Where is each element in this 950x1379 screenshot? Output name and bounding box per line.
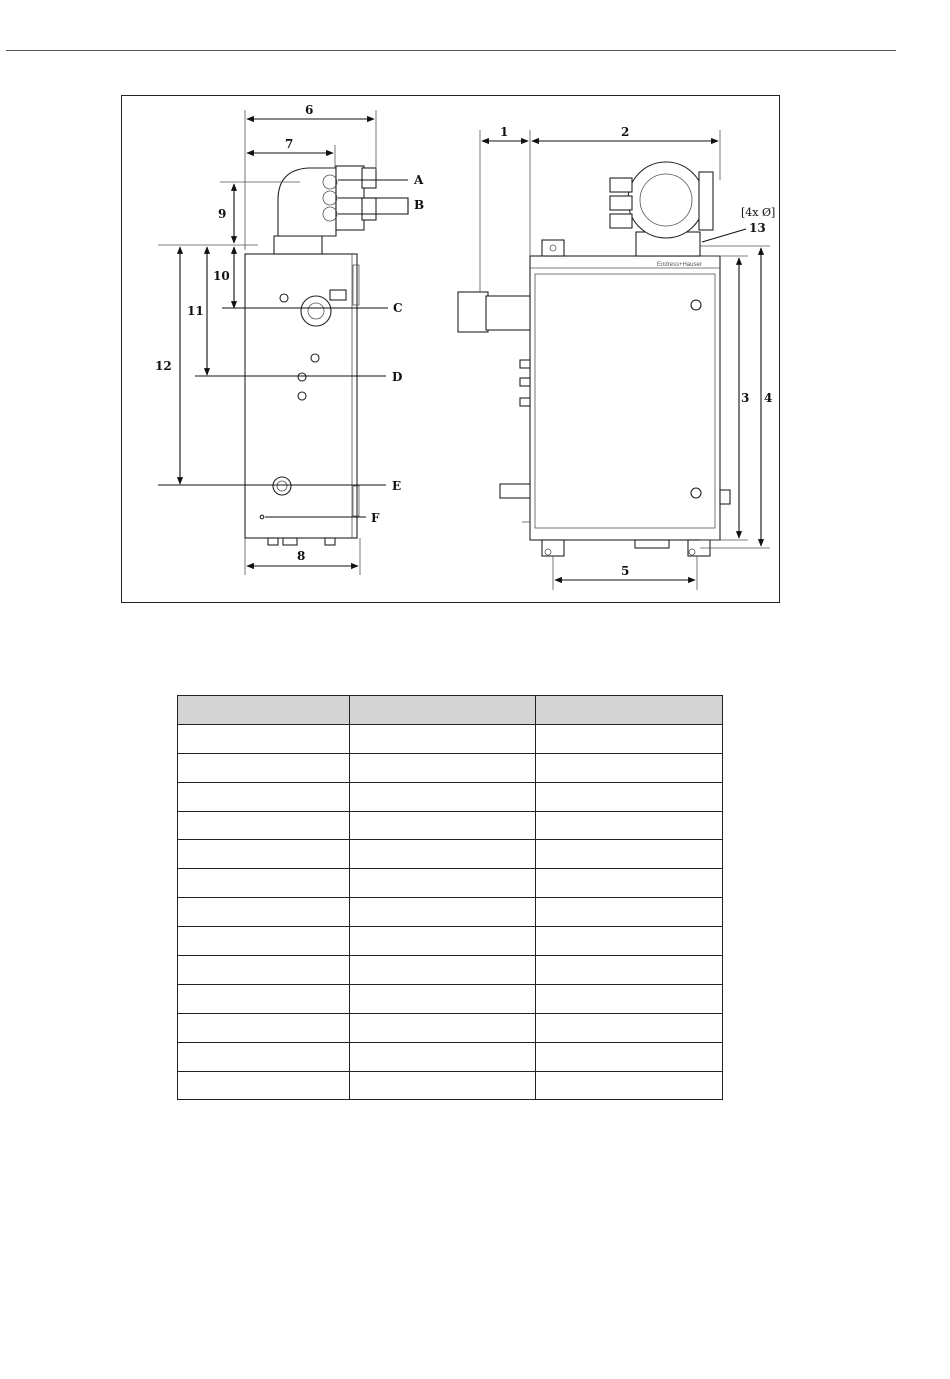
table-cell <box>350 753 536 782</box>
table-cell <box>350 1013 536 1042</box>
table-cell <box>350 956 536 985</box>
table-cell <box>178 984 350 1013</box>
table-cell <box>178 840 350 869</box>
table-cell <box>350 927 536 956</box>
table-header-cell <box>350 696 536 725</box>
table-header-cell <box>178 696 350 725</box>
table-cell <box>178 782 350 811</box>
table-cell <box>536 1013 723 1042</box>
table-cell <box>178 753 350 782</box>
table-row <box>178 753 723 782</box>
table-cell <box>178 1042 350 1071</box>
callout-A: A <box>414 173 424 187</box>
table-row <box>178 898 723 927</box>
table-header-cell <box>536 696 723 725</box>
table-cell <box>536 1071 723 1100</box>
table-cell <box>350 724 536 753</box>
table-cell <box>536 984 723 1013</box>
table-row <box>178 1042 723 1071</box>
table-cell <box>178 956 350 985</box>
table-row <box>178 782 723 811</box>
table-row <box>178 724 723 753</box>
brand-plate: Endress+Hauser <box>657 262 702 268</box>
table-row <box>178 927 723 956</box>
callout-B: B <box>414 198 425 212</box>
table-header-row <box>178 696 723 725</box>
table-cell <box>350 840 536 869</box>
table-body <box>178 724 723 1100</box>
callout-E: E <box>392 479 402 493</box>
table-cell <box>350 869 536 898</box>
table-row <box>178 869 723 898</box>
table-cell <box>178 869 350 898</box>
dim-label-8: 8 <box>297 549 306 563</box>
dim-label-9: 9 <box>218 207 227 221</box>
dimension-drawing <box>0 0 950 620</box>
dim-label-13: 13 <box>749 221 766 235</box>
dim-label-11: 11 <box>187 304 204 318</box>
table-cell <box>536 1042 723 1071</box>
table-cell <box>350 1071 536 1100</box>
dim-label-6: 6 <box>305 103 314 117</box>
table-row <box>178 984 723 1013</box>
table-cell <box>178 898 350 927</box>
dim-label-1: 1 <box>500 125 509 139</box>
dimension-table <box>177 695 723 1100</box>
table-cell <box>350 984 536 1013</box>
dim-label-7: 7 <box>285 137 294 151</box>
dim-label-4: 4 <box>764 391 773 405</box>
dim-label-10: 10 <box>213 269 230 283</box>
dim-label-2: 2 <box>621 125 630 139</box>
table-cell <box>350 898 536 927</box>
hole-note: [4x Ø] <box>741 206 776 219</box>
dim-label-12: 12 <box>155 359 172 373</box>
table-cell <box>178 927 350 956</box>
table-cell <box>350 811 536 840</box>
table-cell <box>178 724 350 753</box>
table-cell <box>178 1071 350 1100</box>
callout-C: C <box>393 301 403 315</box>
table-cell <box>536 782 723 811</box>
table-cell <box>178 1013 350 1042</box>
table-cell <box>536 724 723 753</box>
table-row <box>178 840 723 869</box>
table-cell <box>536 956 723 985</box>
table-cell <box>536 869 723 898</box>
table-cell <box>350 1042 536 1071</box>
dim-label-3: 3 <box>741 391 750 405</box>
table-row <box>178 956 723 985</box>
table-cell <box>536 840 723 869</box>
front-view <box>458 125 775 590</box>
table-cell <box>536 927 723 956</box>
table-row <box>178 1013 723 1042</box>
table-cell <box>536 898 723 927</box>
dim-label-5: 5 <box>621 564 630 578</box>
callout-F: F <box>371 511 380 525</box>
table-cell <box>350 782 536 811</box>
table-cell <box>536 753 723 782</box>
table-row <box>178 811 723 840</box>
table-cell <box>536 811 723 840</box>
side-view <box>155 103 424 575</box>
table-cell <box>178 811 350 840</box>
table-row <box>178 1071 723 1100</box>
callout-D: D <box>392 370 403 384</box>
